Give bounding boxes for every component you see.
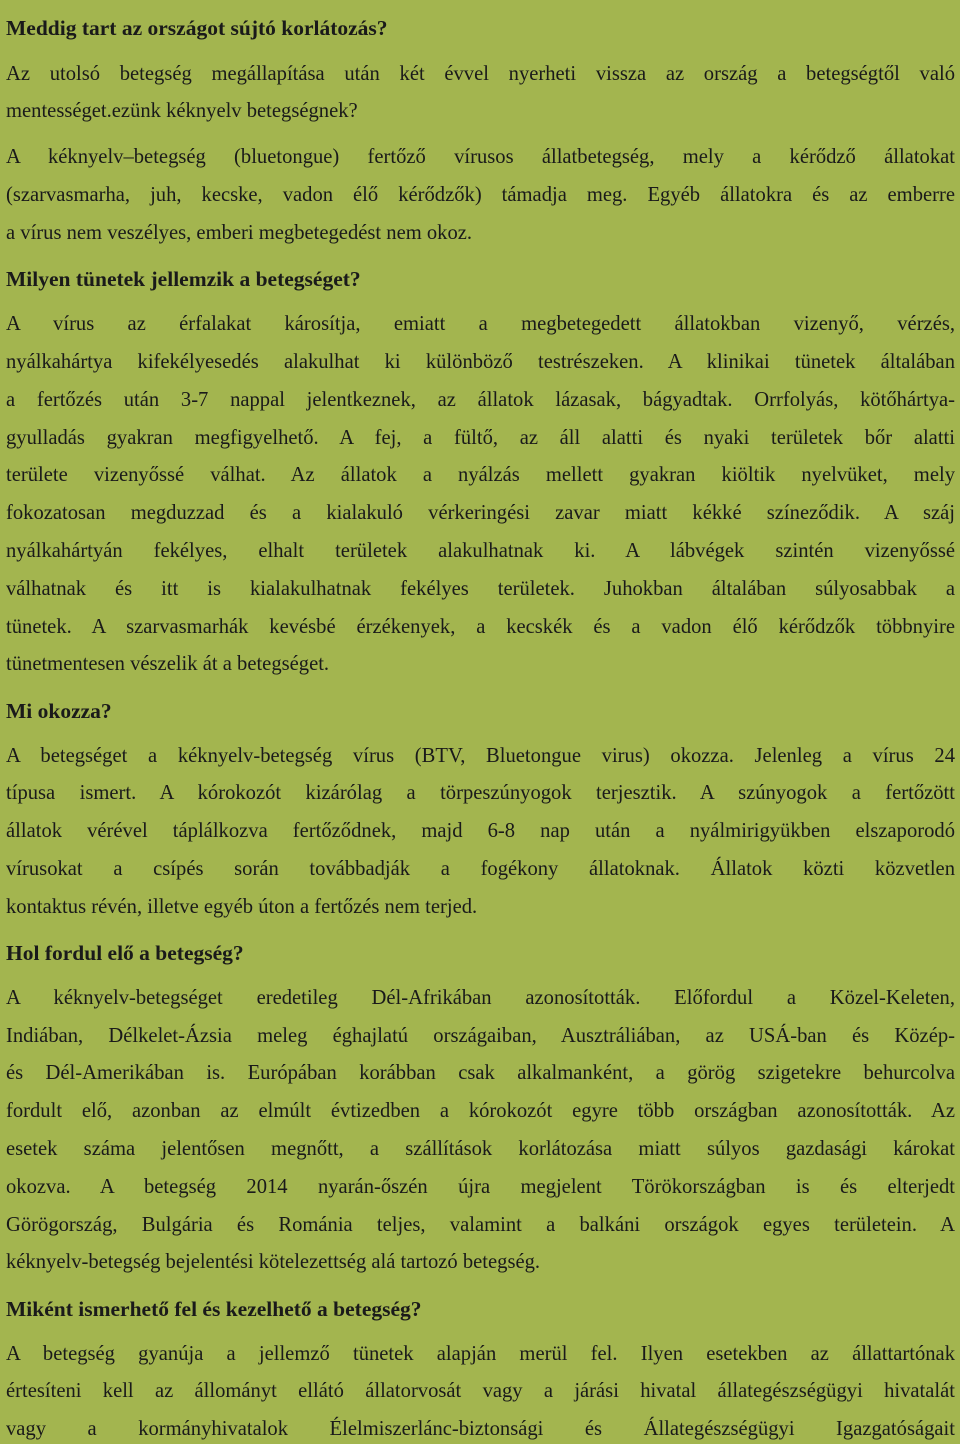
paragraph-line: kéknyelv-betegség bejelentési kötelezettség alá tartozó betegség. — [6, 1251, 541, 1273]
paragraph-line: A betegség gyanúja a jellemző tünetek alapján merül fel. Ilyen esetekben az állattartónak — [6, 1343, 955, 1365]
paragraph-line: vírusokat a csípés során továbbadják a fogékony állatoknak. Állatok közti közvetlen — [6, 858, 955, 880]
paragraph-line: A kéknyelv-betegséget eredetileg Dél-Afrikában azonosították. Előfordul a Közel-Keleten, — [6, 987, 955, 1009]
paragraph-line: nyálkahártya kifekélyesedés alakulhat ki különböző testrészeken. A klinikai tünetek általában — [6, 351, 955, 373]
paragraph-line: típusa ismert. A kórokozót kizárólag a törpeszúnyogok terjesztik. A szúnyogok a fertőzött — [6, 782, 955, 804]
paragraph-line: és Dél-Amerikában is. Európában korábban csak alkalmanként, a görög szigetekre behurcolva — [6, 1062, 955, 1084]
paragraph-line: tünetmentesen vészelik át a betegséget. — [6, 653, 330, 675]
paragraph-line: értesíteni kell az állományt ellátó állatorvosát vagy a járási hivatal állategészségügyi hivatalát — [6, 1380, 955, 1402]
paragraph-line: területe vizenyőssé válhat. Az állatok a nyálzás mellett gyakran kiöltik nyelvüket, mely — [6, 464, 955, 486]
paragraph-line: válhatnak és itt is kialakulhatnak fekélyes területek. Juhokban általában súlyosabbak a — [6, 578, 955, 600]
paragraph-line: a fertőzés után 3-7 nappal jelentkeznek, az állatok lázasak, bágyadtak. Orrfolyás, kötőhártya- — [6, 389, 955, 411]
paragraph-line: fordult elő, azonban az elmúlt évtizedben a kórokozót egyre több országban azonosították. Az — [6, 1100, 955, 1122]
paragraph-line: okozva. A betegség 2014 nyarán-őszén újra megjelent Törökországban is és elterjedt — [6, 1176, 955, 1198]
section-heading: Mi okozza? — [6, 699, 112, 723]
section-heading: Miként ismerhető fel és kezelhető a betegség? — [6, 1297, 422, 1321]
paragraph-line: a vírus nem veszélyes, emberi megbetegedést nem okoz. — [6, 222, 473, 244]
paragraph-line: A vírus az érfalakat károsítja, emiatt a megbetegedett állatokban vizenyő, vérzés, — [6, 313, 955, 335]
paragraph-line: (szarvasmarha, juh, kecske, vadon élő kérődzők) támadja meg. Egyéb állatokra és az emberre — [6, 184, 955, 206]
paragraph-line: Indiában, Délkelet-Ázsia meleg éghajlatú országaiban, Ausztráliában, az USÁ-ban és Közép- — [6, 1025, 955, 1047]
paragraph-line: gyulladás gyakran megfigyelhető. A fej, a fültő, az áll alatti és nyaki területek bőr alatti — [6, 427, 955, 449]
paragraph-line: vagy a kormányhivatalok Élelmiszerlánc-biztonsági és Állategészségügyi Igazgatóságait — [6, 1418, 955, 1440]
paragraph-line: nyálkahártyán fekélyes, elhalt területek alakulhatnak ki. A lábvégek szintén vizenyőssé — [6, 540, 955, 562]
paragraph-line: A betegséget a kéknyelv-betegség vírus (BTV, Bluetongue virus) okozza. Jelenleg a vírus 24 — [6, 745, 955, 767]
paragraph-line: Görögország, Bulgária és Románia teljes, valamint a balkáni országok egyes területein. A — [6, 1214, 955, 1236]
paragraph-line: A kéknyelv–betegség (bluetongue) fertőző vírusos állatbetegség, mely a kérődző állatokat — [6, 146, 955, 168]
paragraph-line: esetek száma jelentősen megnőtt, a szállítások korlátozása miatt súlyos gazdasági károkat — [6, 1138, 955, 1160]
section-heading: Hol fordul elő a betegség? — [6, 941, 244, 965]
section-heading: Meddig tart az országot sújtó korlátozás? — [6, 16, 388, 40]
paragraph-line: mentességet.ezünk kéknyelv betegségnek? — [6, 100, 358, 122]
paragraph-line: fokozatosan megduzzad és a kialakuló vérkeringési zavar miatt kékké színeződik. A száj — [6, 502, 955, 524]
paragraph-line: kontaktus révén, illetve egyéb úton a fertőzés nem terjed. — [6, 896, 478, 918]
paragraph-line: tünetek. A szarvasmarhák kevésbé érzékenyek, a kecskék és a vadon élő kérődzők többnyire — [6, 616, 955, 638]
paragraph-line: Az utolsó betegség megállapítása után két évvel nyerheti vissza az ország a betegségtől való — [6, 63, 955, 85]
section-heading: Milyen tünetek jellemzik a betegséget? — [6, 267, 361, 291]
paragraph-line: állatok vérével táplálkozva fertőződnek, majd 6-8 nap után a nyálmirigyükben elszaporodó — [6, 820, 955, 842]
